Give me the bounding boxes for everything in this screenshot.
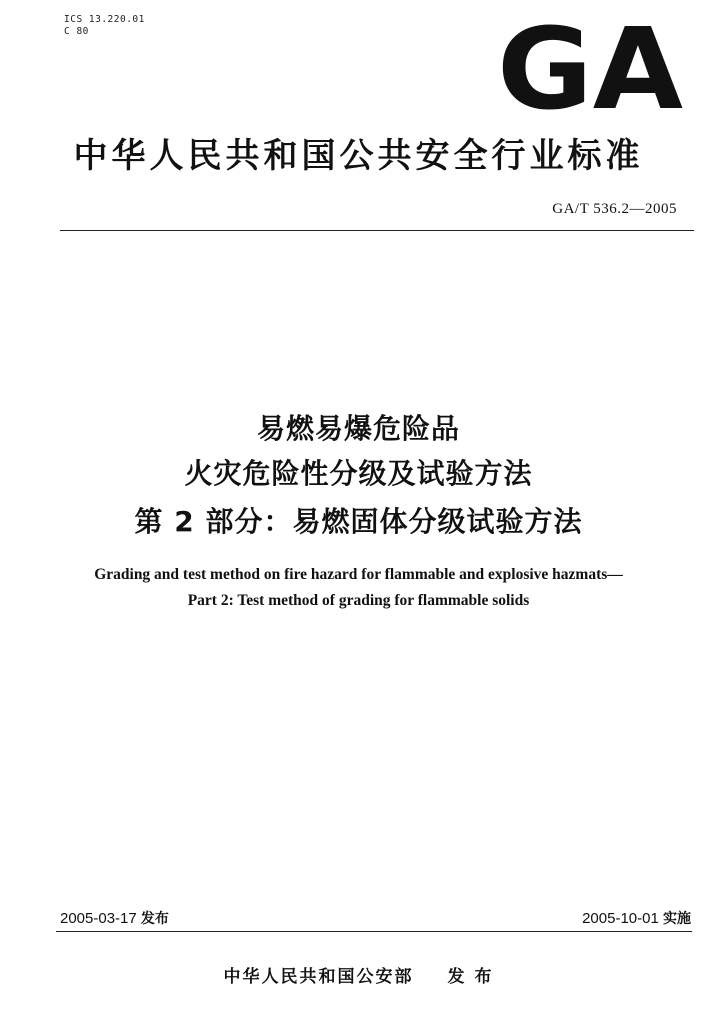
footer-divider (56, 931, 692, 932)
issue-date-block (60, 908, 169, 928)
header-divider (60, 230, 694, 231)
ga-logo (492, 20, 688, 116)
title-en-line1: Grading and test method on fire hazard for flammable and explosive hazmats— (94, 566, 623, 583)
standard-category: 中华人民共和国公共安全行业标准 (73, 136, 644, 176)
ics-code: ICS 13.220.01 (64, 14, 145, 25)
standard-number: GA/T 536.2—2005 (552, 201, 677, 217)
implement-date: 2005-10-01 (582, 910, 659, 927)
implement-date-block (582, 908, 691, 928)
publisher-name: 中华人民共和国公安部 (223, 967, 414, 987)
title-en-line2: Part 2: Test method of grading for flammable solids (187, 592, 530, 609)
issue-date: 2005-03-17 (60, 910, 137, 927)
issue-label: 发布 (140, 911, 169, 927)
title-zh-line2: 火灾危险性分级及试验方法 (184, 457, 533, 490)
ga-logo-text: GA (497, 20, 684, 116)
classification-codes (64, 14, 145, 38)
title-zh-line1: 易燃易爆危险品 (256, 412, 460, 445)
publisher-line (0, 962, 717, 987)
class-code: C 80 (64, 26, 89, 37)
ga-logo-mark (492, 20, 688, 116)
title-zh-line3: 第 2 部分：易燃固体分级试验方法 (134, 505, 583, 538)
implement-label: 实施 (663, 911, 691, 927)
publish-label: 发 布 (447, 967, 494, 987)
